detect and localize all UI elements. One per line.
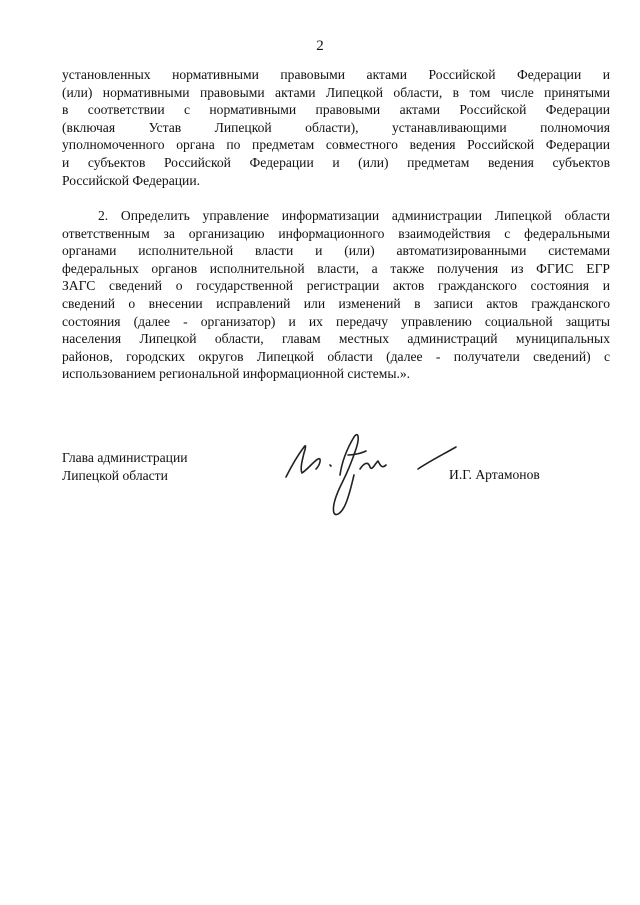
text-line: в соответствии с нормативными правовыми актами Российской Федерации <box>62 102 610 118</box>
text-line: сведений о внесении исправлений или изменений в записи актов гражданского <box>62 295 610 311</box>
signatory-title <box>62 449 188 484</box>
signatory-name: И.Г. Артамонов <box>449 467 540 482</box>
text-line: (или) нормативными правовыми актами Липецкой области, в том числе принятыми <box>62 84 610 100</box>
text-line: органами исполнительной власти и (или) автоматизированными системами <box>62 243 610 259</box>
text-line: ответственным за организацию информационного взаимодействия с федеральными <box>62 225 610 241</box>
paragraph-2 <box>62 207 610 383</box>
signatory-title-line: Глава администрации <box>62 450 188 465</box>
signatory-title-line: Липецкой области <box>62 467 168 483</box>
text-line: уполномоченного органа по предметам совместного ведения Российской Федерации <box>62 137 610 153</box>
text-line: и субъектов Российской Федерации и (или) предметам ведения субъектов <box>62 154 610 170</box>
text-line: ЗАГС сведений о государственной регистрации актов гражданского состояния и <box>62 278 610 294</box>
handwritten-signature <box>280 425 460 525</box>
text-line: Российской Федерации. <box>62 172 200 188</box>
text-line: населения Липецкой области, главам местных администраций муниципальных <box>62 331 610 347</box>
text-line: использованием региональной информационной системы.». <box>62 366 411 382</box>
text-line: федеральных органов исполнительной власти, а также получения из ФГИС ЕГР <box>62 260 610 276</box>
text-line: (включая Устав Липецкой области), устанавливающими полномочия <box>62 119 610 135</box>
text-line: районов, городских округов Липецкой области (далее - получатели сведений) с <box>62 348 610 364</box>
text-line: 2. Определить управление информатизации администрации Липецкой области <box>98 208 610 223</box>
text-line: состояния (далее - организатор) и их передачу управлению социальной защиты <box>62 313 610 329</box>
paragraph-1 <box>62 66 610 189</box>
text-line: установленных нормативными правовыми актами Российской Федерации и <box>62 67 610 82</box>
page-number: 2 <box>316 38 324 54</box>
